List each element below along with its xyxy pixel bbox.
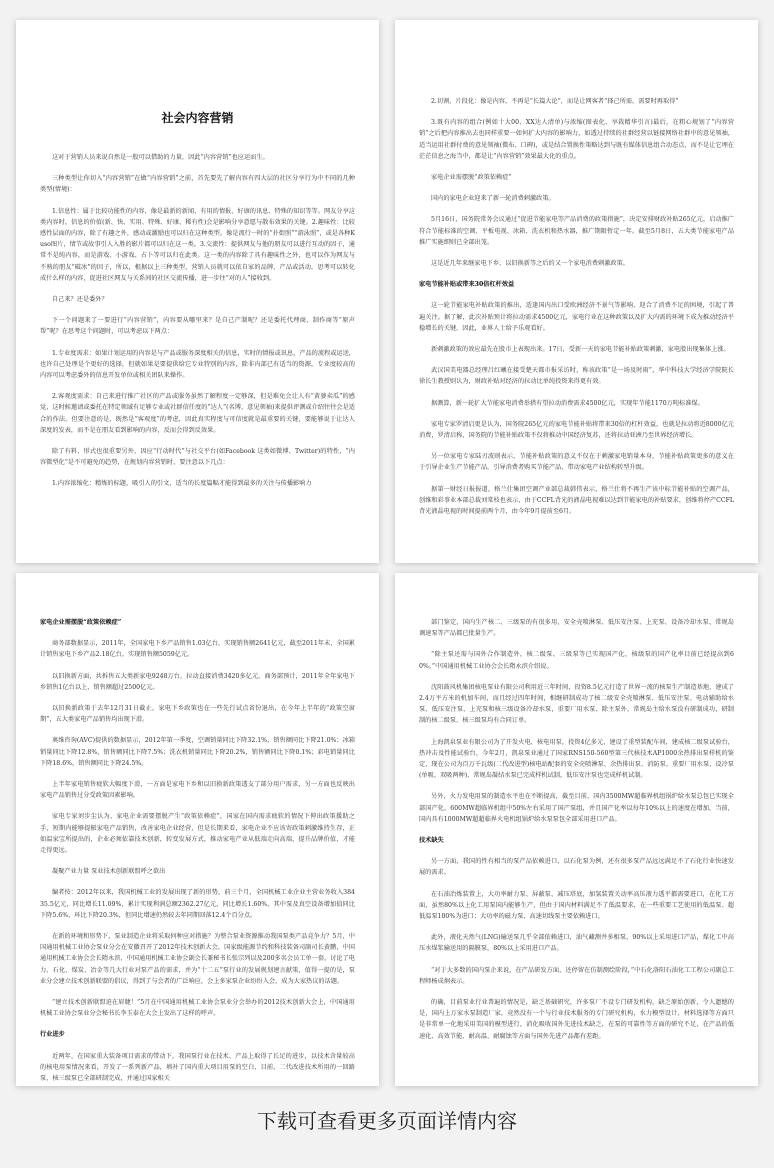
paragraph: 另外，火力发电用泵的制造水平也在不断提高，截至目前，国内3500MW超临界机组锅炉给水泵总包已实现全部国产化，600MW超临界机组中50%左右采用了国产泵组，并且国产化率以每年10%以上的速度在增加，当前，国内具有1000MW超超临界火电机组锅炉给水泵泵包全部采用进口产品。 (419, 793, 734, 823)
paragraph: 这一轮节能家电补贴政策的推出，适逢国内出口受欧洲经济不景气等影响，迎合了消费不足的困境，引起了普遍关注。据了解，此次补贴预计将拉动需求4500亿元，家电行业在这种政策以及扩大内需的环境下成为推动经济平稳增长的关键，因此，业界人士给予乐观看好。 (419, 302, 734, 332)
paragraph: 1.专业度需求：如果计划运用的内容是与产品或服务深度相关的信息，实时的情报或讯息，产品的流程或运送，也许自己处理是个更好的选择，但就如果是要提供给它专业特别的内容，除非内部已有适当的资源，专业度较高的内容可以考虑委外的信息开发单位或相关团队来操作。 (40, 349, 355, 380)
section-heading: 家电企业需摆脱“政策依赖症” (40, 619, 122, 626)
paragraph: 奥维咨询(AVC)提供的数据显示，2012年第一季度，空调销量同比下降32.1%，销售额同比下降21.0%；冰箱销量同比下降12.8%，销售额同比下降7.5%；洗衣机销量同比下降20.2%，销售额同比下降0.1%；彩电销量同比下降18.6%，销售额同比下降24.5%。 (40, 737, 355, 767)
paragraph: 上半年家电销售疲软大幅度下滑，一方面是家电下乡和以旧换新政策透支了部分用户需求，另一方面也反映出家电产品销售过分受政策因素影响。 (40, 781, 355, 800)
paragraph: 的确，目前泵业行业普遍的情况是，缺乏基础研究，许多泵厂不设专门研发机构，缺乏原始创新，令人遗憾的是，国内上万家水泵制造厂家，竟然没有一个与行业技术服务的专门研究机构，水力模型设计、材料选择等方面只是非常单一化地采用美国的模型进行，消化吸收国外先进技术缺乏，在泵的可靠性等方面的研究不足，在产品的低速化、高效节能、耐高温、耐腐蚀等方面与国外先进产品都有差距。 (419, 999, 734, 1040)
paragraph: 据测算，新一轮扩大节能家电消费举措有望拉动消费需求4500亿元，实现年节能1170万吨标准煤。 (431, 399, 704, 407)
document-title: 社会内容营销 (161, 111, 234, 125)
paragraph: 以旧换新方面，共拆售五大类新家电9248万台，拉动直接消费3420多亿元。商务部预计，2011年全年家电下乡销售1亿台以上，销售额超过2500亿元。 (40, 672, 355, 691)
paragraph: 1.信息性：属于比较功能性的内容，像是最新的新闻、有用的情报、好康的讯息、特殊的知识等等。网友分享这类内容时，信息的价值(新、快、实用、特殊、好康、稀有性)会是影响分享意愿与散布效果的关键。2.趣味性：比较感性层面的内容，除了有趣之外，感动或激励也可以归在这种类型。像是流行一时的“扑街照”“游泳照”，或是各种Kuso图片，情节或故事引人入胜的影片都可以归在这一类。3.交流性：提供网友与他的朋友可以进行互动的因子，通常不是纯内容，而是游戏、小游戏、占卜等可以归在此类。这一类的内容除了具有趣味性之外，也可以作为网友与不熟的朋友“破冰”的因子，所以，根据以上三种类型，营销人员就可以依自家的品牌、产品或活动，思考可以转化成什么样的内容，促进社区网友与关系间的社区交流传播，进一步往“对的人”接收到。 (40, 207, 355, 282)
paragraph: 此外，液化天然气(LNG)输送泵几乎全部依赖进口，油气藏测井多相泵，90%以上采用进口产品，煤化工中高压水煤浆输送用的隔膜泵，80%以上采用进口产品。 (419, 934, 734, 953)
paragraph: 以旧换新政策于去年12月31日截止，家电下乡政策也在一些先行试点省份退出，在今年上半年的“政策空窗期”，五大类家电产品销售均出现下滑。 (40, 705, 355, 724)
paragraph: 部门鉴定，国内生产核二、三级泵的有很多用，安全壳喷淋泵、低压安注泵、上充泵、设备冷却水泵、常规岛调速泵等产品都已批量生产。 (419, 619, 734, 638)
paragraph: “建立技术创新联盟迫在眉睫！”5月在中国通用机械工业协会泵业分会举办的2012技术创新大会上，中国通用机械工业协会泵业分会秘书长李玉泰在大会上发出了这样的呼声。 (40, 999, 355, 1018)
document-page-3 (16, 573, 379, 1086)
download-more-note: 下载可查看更多页面详情内容 (257, 1109, 517, 1133)
paragraph: 在新的环境和形势下，泵业制造企业将采取何种应对措施？为整合泵业资源推动我国泵类产品竞争力？5月，中国通用机械工业协会泵业分会在安徽召开了2012年技术创新大会，国家级能源节约和科技装备司副司长黄鹏，中国通用机械工业协会会长隋永滨，中国通用机械工业协会副会长兼秘书长张宗列以及200多名会员工单一套，讨论了电力、石化、煤炭、冶金等几大行业对泵产品的需求，并为“十二五”泵行业的发展规划建言献策，值得一提的是，泵业分会建立技术创新联盟的倡议，得到了与会者的广泛响应，会上多家泵企业纷纷入会，成为大家热议的话题。 (40, 933, 355, 985)
paragraph: 除了有料，形式也很重要另外，因应“行动时代”与社交平台(如Facebook 这类如微博、Twitter)的特性，“内容微型化”是不可避免的趋势，在规划内容营销时，要注意以下几点： (40, 448, 355, 467)
paragraph: 2.切割、片段化：像是内容，不再是“长篇大论”，而是让网客者“择己所需，需要时再取得” (431, 98, 679, 105)
paragraph: 另一方面，我国的性有相当的泵产品依赖进口，以石化泵为例，还有很多泵产品远远满足不了石化行业快速发展的需求。 (419, 858, 734, 877)
paragraph: 这是近几年来继家电下乡、以旧换新等之后的又一个家电消费刺激政策。 (431, 260, 629, 268)
paragraph: 这对于营销人员来说自然是一股可以借助的力量，因此“内容营销”也应运而生。 (52, 154, 269, 161)
paragraph: “对于大多数的国内泵企来说，在产品研发方面，还停留在仿制测绘阶段，”中石化洛阳石油化工工程公司副总工程师杨成炯表示。 (419, 966, 734, 985)
paragraph: 2.客观度需求：自己来进行推广社区的产品或服务虽然了解程度一定够深，但是难免会让人有“黄婆卖瓜”的感觉，这时候邀请或委托在特定领域有足够专业或社群信任度的“达人”(名博、意见领袖)来提供评测或介绍往往会是适合的作法。但要注意的是，既然是“客观度”的考虑，因此真实程度与可信度就是最重要的关键，要能够说于让达人深度的发表，而不是在朋友看到影响的内容，反而会得到反效果。 (40, 393, 355, 434)
paragraph: 在石油冶炼装置上，大功率耐力泵、屏蔽泵、减压塔底，加氢装置关动率高压液力透平都需要进口，在化工方面，虽然80%以上化工用泵国内能够生产，但由于国内材料满足不了低温要求，在一些重要工艺使用的低温泵、超低温泵100%为进口；大功率的磁力泵、高速切线泵主要依赖进口。 (419, 890, 734, 921)
paragraph: 新刺激政策的效应最先在股市上表现出来。17日，受新一天的家电节能补贴政策刺激，家电股出现集体上涨。 (431, 346, 730, 354)
paragraph: 家电专家刘步尘认为，家电企业需要摆脱产生“政策依赖症”，国家在国内需求疲软的情况下伸出政策援助之手，短期内能够提振家电产品销售，改善家电企业经营，但是长期来看，家电企业不应该寄政策刺激维持生存，正如温家宝所提出的，企业必须依靠技术创新，转变发展方式，推动家电产业从低端走向高端，提升品牌价值，才能走得更远。 (40, 813, 355, 855)
paragraph: 家电专家罗清启更是认为，国务院265亿元的家电节能补贴将带来30倍的杠杆效益，也就是拉动将近8000亿元消费，罗清启称，国务院的节能补贴政策不仅将推动中国经济复苏，还将拉动亚洲乃至世界经济增长。 (419, 420, 734, 440)
paragraph: 三种类型让你切入“内容营销”在做“内容营销”之前，首先要先了解内容有四大层的社区分享行为中不同的几种类型(情境)： (40, 175, 355, 194)
paragraph: 商务部数据显示，2011年，全国家电下乡产品销售1.03亿台，实现销售额2641亿元，截至2011年末，全国累计销售家电下乡产品2.18亿台，实现销售额5059亿元。 (40, 640, 355, 659)
paragraph: 近两年，在国家重大装备项目需求的带动下，我国泵行业在技术、产品上取得了长足的进步，以技术含量较高的核电用泵情况来看，开发了一系列新产品，填补了国内重大项目用泵的空白，目前，二代改进技术所用的一回路泵，核三级泵已全部研制完成，并通过国家相关 (40, 1052, 355, 1083)
paragraph: 5月16日，国务院常务会议通过“促进节能家电等产品消费的政策措施”，决定安排财政补贴265亿元，启动推广符合节能标准的空调、平板电视、冰箱、洗衣机和热水器，推广期限暂定一年。截至5月8日，五大类节能家电产品推广实施细则已全部出笼。 (419, 216, 734, 246)
section-heading: 家电节能补贴或带来30倍杠杆效益 (419, 281, 515, 289)
paragraph: 编者按：2012年以来，我国机械工业的发展出现了新的形势，前三个月，全国机械工业企业主营业务收入38435.5亿元，同比增长11.09%，累计实现利润总额2362.27亿元，同比增长1.60%，其中泵及真空设备增加值同比下降5.6%，环比下降20.3%，但同比增速仍然较去年同期回落12.4个百分点。 (40, 889, 355, 919)
document-page-1 (16, 20, 379, 563)
document-page-4 (395, 573, 758, 1086)
paragraph: “除主泵还需与国外合作制造外，核二级泵、三级泵等已实现国产化，核级泵的国产化率目前已经提高到60%。”中国通用机械工业协会会长隋永滨介绍说。 (419, 651, 734, 670)
paragraph: 下一个问题来了一要进行“内容营销”，内容要从哪里来？是自己产制呢？还是委托代理商，制作商等“原声帮”呢？在思考这个问题时，可以考虑以下两点： (40, 317, 355, 336)
document-page-2 (395, 20, 758, 563)
section-heading: 凝聚产业力量 泵业技术创新联盟呼之欲出 (52, 868, 166, 876)
paragraph: 国内的家电企业迎来了新一轮消费刺激政策。 (431, 195, 555, 203)
section-heading: 家电企业需摆脱“政策依赖症” (431, 174, 512, 182)
paragraph: 据第一财经日报报道，格兰仕集团空调产业部总裁韩伟表示，格兰仕将不再生产该中标节能补贴的空调产品，创维和彩事业本部总裁刘棠枝也表示，由于CCFL背光的液晶电视难以达到节能家电的补贴要求，创维将停产CCFL背光液晶电视的时间提前两个月，由今年9月提前至6月。 (419, 485, 734, 516)
paragraph: 3.既有内容的组合(例如十大00、XX达人清单)与浓缩(图表化、享栽精华引言)最后，在粗心规划了“内容营销”之后把内容推出去也同样重要一如何扩大内容的影响力，如透过持续的社群经营以链接网络社群中的意见领袖，适当运用社群付费的意见领袖(微布、口碑)，或是结合置换性策略达到与既有媒体信息组合动态点，而不是让它埋在茫茫信息之海当中，都是让“内容营销”效果最大化的重点。 (419, 119, 734, 160)
paragraph: 上海凯泉泵业有限公司为了开发火电、核电用泵，投资4亿多元，建设了重型装配车间，建成核二级泵试验台，热冲击及性能试验台，今年2月，凯泉泵业通过了国家RNS150-560型第三代核技术AP1000余热排出泵样机的鉴定，现在公司为百万千瓦级(二代改进型)核电站配套的安全壳喷淋泵、余热排出泵、消防泵、重要厂用水泵、设冷泵(单吸、双吸两种)、常规岛凝结水泵已完成样机试制，低压安注泵也完成样机试制。 (419, 738, 734, 780)
paragraph: 1.内容浓缩化：精炼的标题，吸引人的引文，适当的长度篇幅才能得到最多的关注与传播影响力 (52, 480, 312, 488)
paragraph: 武汉国美电器总经理吕红曦在接受楚天都市报采访时，称该政策“是一场及时雨”，华中科技大学经济学院院长徐长生教授则认为，财政补贴对经济的拉动比单纯投资来得更有效。 (419, 367, 734, 386)
section-question: 自己来？还是委外？ (52, 296, 108, 304)
section-heading: 技术缺失 (419, 837, 444, 845)
section-heading: 行业进步 (40, 1031, 65, 1039)
paragraph: 沈阳鼓风机集团核电泵业有限公司利用近三年时间，投资8.5亿元打造了世界一流的核泵生产制造基地，建成了2.4万平方米的机加车间，而且经过四年时间，相继研制成功了核二级安全壳喷淋泵、低压安注泵、电动辅助给水泵、低压安注泵、上充泵和核三级设备冷却水泵，重要厂用水泵、除主泵外，常规岛主给水泵没有研制成功，研制制的核二级泵、核三级泵均有合同订单。 (419, 683, 734, 725)
paragraph: 另一位家电专家陆刃波则表示，节能补贴政策的意义不仅在于刺激家电销量本身，节能补贴政策更多的意义在于引导企业生产节能产品，引导消费者购买节能产品，带动家电产业结构转型升级。 (419, 453, 734, 472)
